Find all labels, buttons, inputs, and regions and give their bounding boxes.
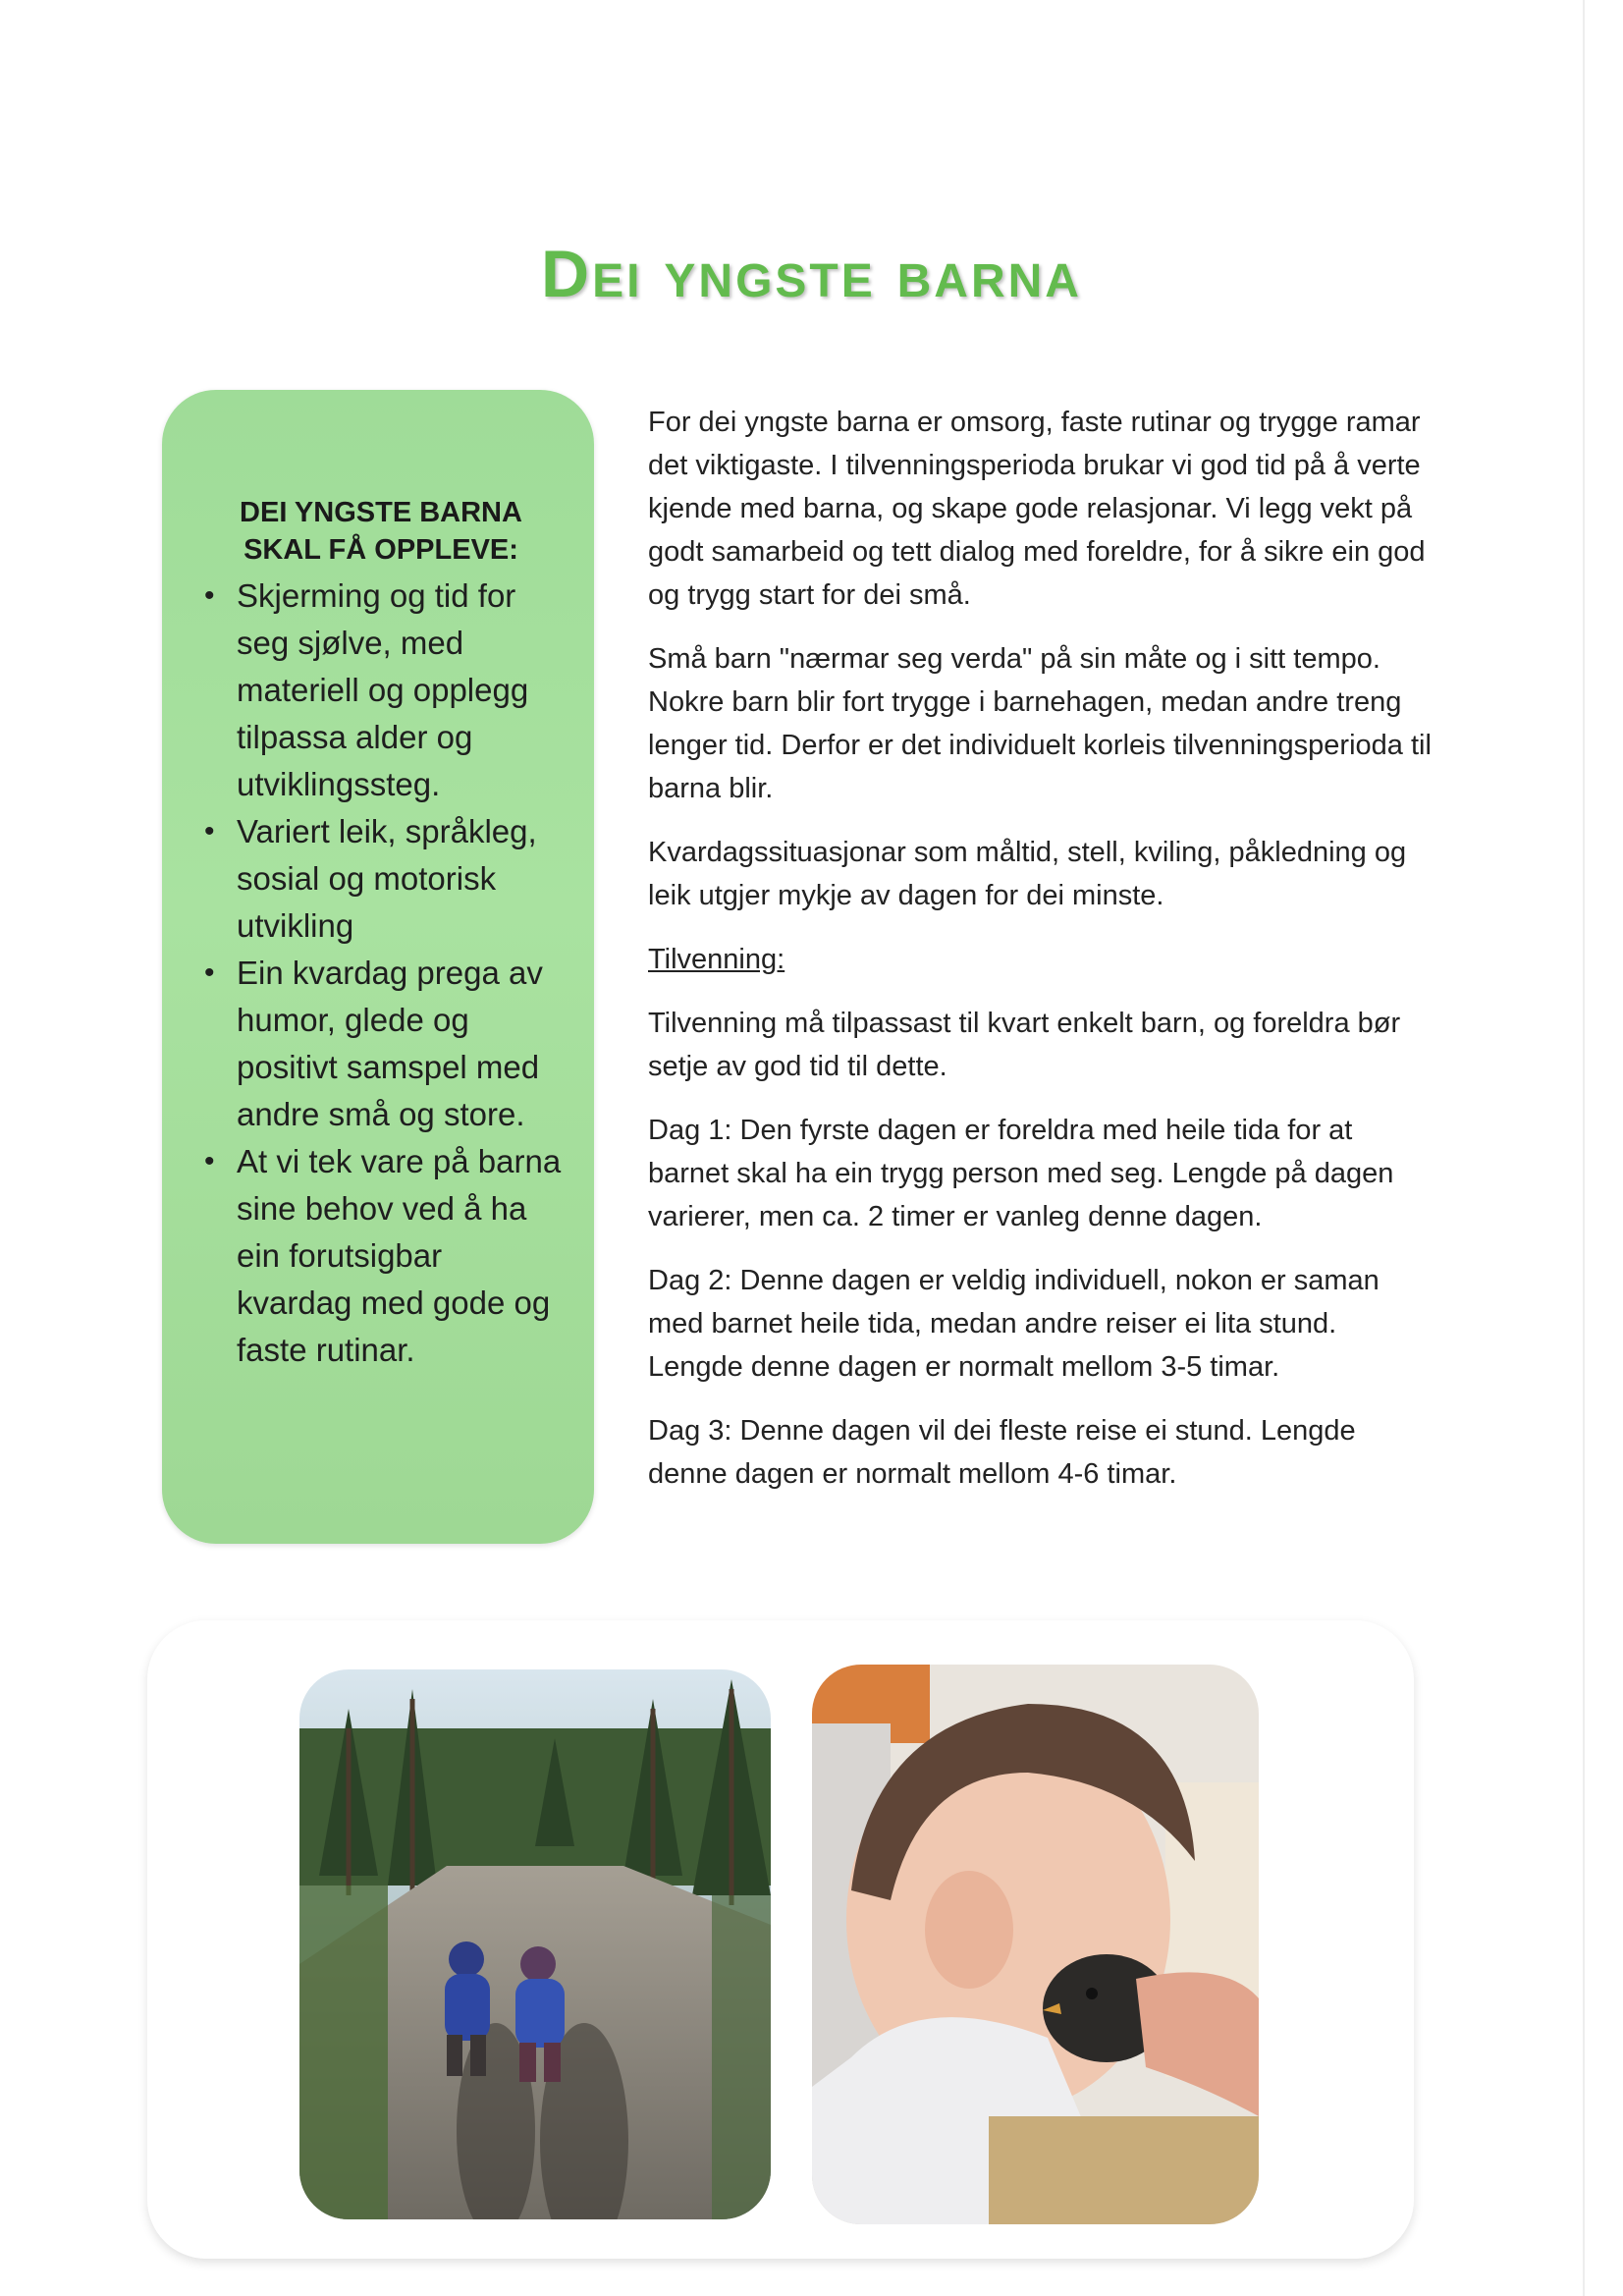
photo-child-with-chick — [812, 1665, 1259, 2224]
bullet-icon: • — [204, 957, 215, 989]
highlight-heading-line-2: SKAL FÅ OPPLEVE: — [243, 534, 518, 566]
bullet-icon: • — [204, 1145, 215, 1177]
highlight-box-heading — [197, 494, 565, 569]
list-item-text: Ein kvardag prega av humor, glede og positivt samspel med andre små og store. — [237, 955, 543, 1132]
list-item — [197, 573, 565, 808]
list-item-text: At vi tek vare på barna sine behov ved å ha ein forutsigbar kvardag med gode og faste rutinar. — [237, 1143, 562, 1368]
highlight-list — [197, 573, 565, 1374]
list-item-text: Variert leik, språkleg, sosial og motorisk utvikling — [237, 813, 537, 944]
page-title: Dei yngste barna — [541, 237, 1082, 311]
paragraph-intro: For dei yngste barna er omsorg, faste rutinar og trygge ramar det viktigaste. I tilvenningsperioda brukar vi god tid på å verte kjende med barna, og skape gode relasjonar. Vi legg vekt på godt samarbeid og tett dialog med foreldre, for å sikre ein god og trygg start for dei små. — [648, 407, 1426, 611]
highlight-heading-line-1: DEI YNGSTE BARNA — [240, 497, 522, 528]
list-item — [197, 808, 565, 950]
paragraph-day-3: Dag 3: Denne dagen vil dei fleste reise ei stund. Lengde denne dagen er normalt mellom 4-6 timar. — [648, 1415, 1356, 1490]
list-item — [197, 1138, 565, 1374]
child-chick-illustration — [812, 1665, 1259, 2224]
photo-children-walking — [299, 1669, 771, 2219]
paragraph-day-2: Dag 2: Denne dagen er veldig individuell, nokon er saman med barnet heile tida, medan andre reiser ei lita stund. Lengde denne dagen er normalt mellom 3-5 timar. — [648, 1265, 1380, 1383]
paragraph-pace: Små barn "nærmar seg verda" på sin måte og i sitt tempo. Nokre barn blir fort trygge i barnehagen, medan andre treng lenger tid. Derfor er det individuelt korleis tilvenningsperioda til barna blir. — [648, 643, 1432, 804]
bullet-icon: • — [204, 815, 215, 847]
paragraph-day-1: Dag 1: Den fyrste dagen er foreldra med heile tida for at barnet skal ha ein trygg person med seg. Lengde på dagen varierer, men ca. 2 timer er vanleg denne dagen. — [648, 1115, 1394, 1232]
list-item — [197, 950, 565, 1138]
forest-path-illustration — [299, 1669, 771, 2219]
paragraph-daily-situations: Kvardagssituasjonar som måltid, stell, kviling, påkledning og leik utgjer mykje av dagen for dei minste. — [648, 837, 1407, 911]
page-edge-line — [1583, 0, 1585, 2296]
body-text — [648, 401, 1434, 1516]
list-item-text: Skjerming og tid for seg sjølve, med materiell og opplegg tilpassa alder og utviklingssteg. — [237, 577, 529, 802]
section-heading-tilvenning: Tilvenning: — [648, 944, 785, 975]
bullet-icon: • — [204, 579, 215, 612]
paragraph-adaptation: Tilvenning må tilpassast til kvart enkelt barn, og foreldra bør setje av god tid til dette. — [648, 1008, 1401, 1082]
highlight-box — [162, 390, 594, 1544]
